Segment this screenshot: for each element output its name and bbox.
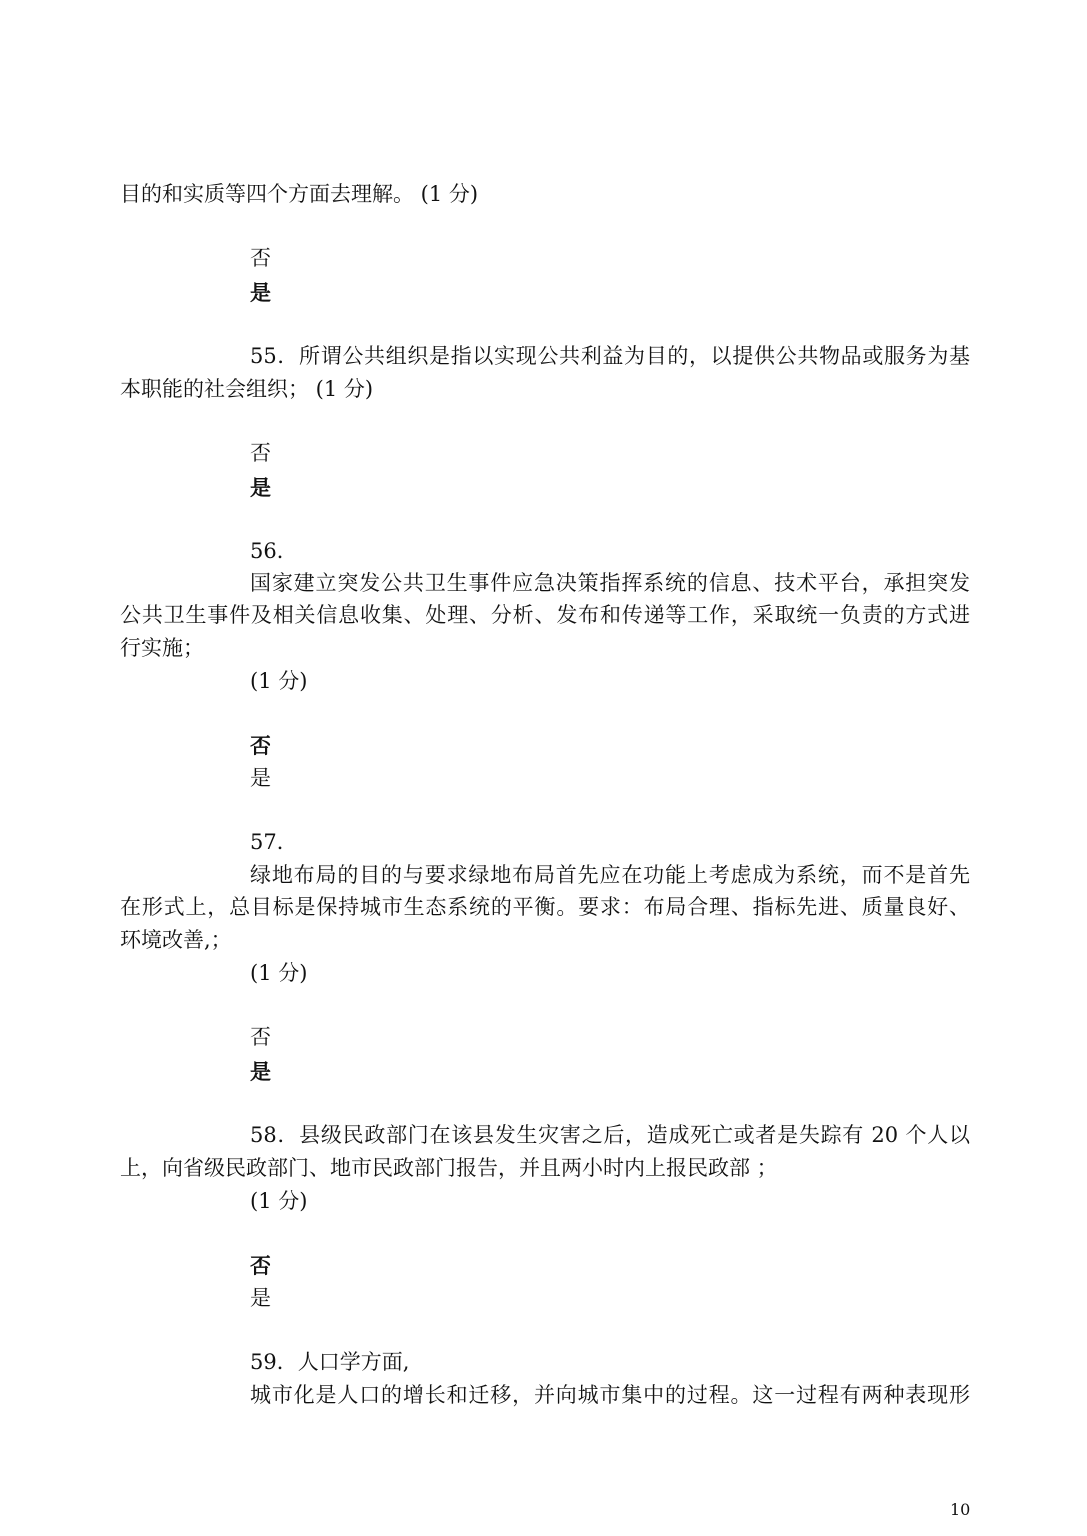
question-55-line1: 55．所谓公共组织是指以实现公共利益为目的，以提供公共物品或服务为基	[250, 344, 970, 368]
option-yes-selected: 是	[250, 280, 271, 305]
question-57-score: (1 分)	[250, 961, 308, 985]
question-57-line2: 在形式上，总目标是保持城市生态系统的平衡。要求：布局合理、指标先进、质量良好、	[120, 895, 970, 919]
question-56-line2: 公共卫生事件及相关信息收集、处理、分析、发布和传递等工作，采取统一负责的方式进	[120, 603, 970, 627]
question-55-line2: 本职能的社会组织； (1 分)	[120, 377, 374, 401]
option-yes-selected: 是	[250, 475, 271, 500]
question-56-line1: 国家建立突发公共卫生事件应急决策指挥系统的信息、技术平台，承担突发	[250, 571, 970, 595]
option-yes-selected: 是	[250, 1059, 271, 1084]
page-number: 10	[950, 1500, 971, 1519]
option-no: 否	[250, 441, 271, 465]
question-56-score: (1 分)	[250, 669, 308, 693]
question-58-score: (1 分)	[250, 1189, 308, 1213]
option-no: 否	[250, 246, 271, 270]
option-no-selected: 否	[250, 1253, 271, 1278]
question-59-line1: 59．人口学方面,	[250, 1350, 410, 1374]
question-56-number: 56．	[250, 539, 298, 563]
question-59-line2: 城市化是人口的增长和迁移，并向城市集中的过程。这一过程有两种表现形	[250, 1383, 970, 1407]
question-57-number: 57．	[250, 830, 298, 854]
question-57-line1: 绿地布局的目的与要求绿地布局首先应在功能上考虑成为系统，而不是首先	[250, 863, 970, 887]
question-57-line3: 环境改善,；	[120, 928, 232, 952]
question-58-line2: 上，向省级民政部门、地市民政部门报告，并且两小时内上报民政部 ；	[120, 1156, 778, 1180]
option-no: 否	[250, 1025, 271, 1049]
option-no-selected: 否	[250, 733, 271, 758]
question-58-line1: 58．县级民政部门在该县发生灾害之后，造成死亡或者是失踪有 20 个人以	[250, 1123, 970, 1147]
option-yes: 是	[250, 1286, 271, 1310]
question-54-tail: 目的和实质等四个方面去理解。 (1 分)	[120, 182, 479, 206]
option-yes: 是	[250, 766, 271, 790]
question-56-line3: 行实施；	[120, 636, 204, 660]
